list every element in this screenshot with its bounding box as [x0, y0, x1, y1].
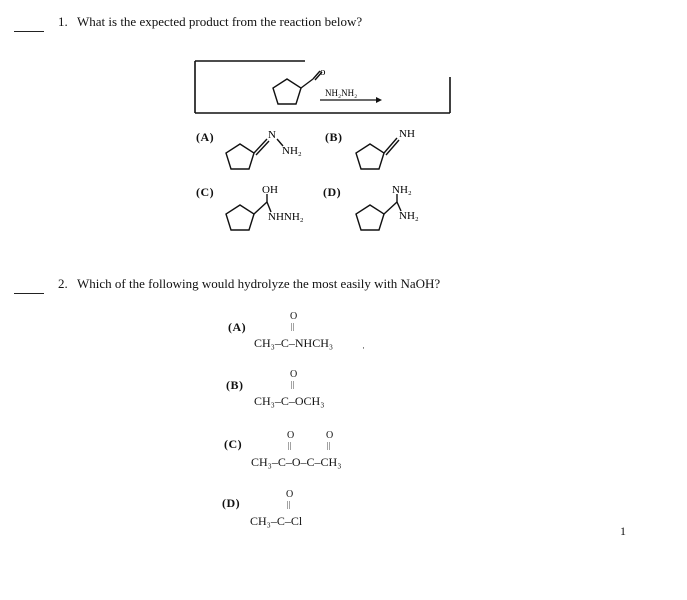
- q2c-formula: CH₃–C–O–C–CH₃: [251, 455, 342, 469]
- question-1-text: What is the expected product from the reaction below?: [77, 14, 363, 29]
- q2-option-b-label[interactable]: (B): [226, 378, 244, 392]
- q1-option-b-label[interactable]: (B): [325, 130, 343, 144]
- question-2-text: Which of the following would hydrolyze the most easily with NaOH?: [77, 276, 441, 291]
- q2-option-a-label[interactable]: (A): [228, 320, 247, 334]
- q2c-carbonyl-o-2: O: [326, 430, 334, 441]
- reactant-structure: [273, 71, 322, 104]
- question-2-number: 2.: [58, 276, 68, 291]
- q2c-double-bond-2: ||: [327, 441, 331, 450]
- q1d-nh2-top-label: NH₂: [392, 184, 412, 196]
- q2-option-c-structure: [251, 431, 401, 477]
- q2b-carbonyl-o: O: [290, 369, 298, 380]
- q1-option-b-structure: [353, 124, 433, 174]
- reaction-scheme: [190, 55, 465, 125]
- q2d-carbonyl-o: O: [286, 489, 294, 500]
- q1d-nh2-bottom-label: NH₂: [399, 210, 419, 222]
- q1-option-c-structure: [225, 180, 325, 235]
- q2a-double-bond: ||: [291, 322, 295, 331]
- q1-option-a-structure: [225, 126, 325, 176]
- q2-option-b-structure: [254, 370, 374, 416]
- q2a-stray-dot: ·: [362, 343, 365, 353]
- q2c-double-bond-1: ||: [288, 441, 292, 450]
- q2a-carbonyl-o: O: [290, 311, 298, 322]
- answer-blank-q2[interactable]: [14, 293, 44, 294]
- question-2: [58, 276, 440, 292]
- question-1: [58, 14, 362, 30]
- q2d-double-bond: ||: [287, 500, 291, 509]
- q1a-n-label: N: [268, 129, 276, 141]
- page-number: 1: [620, 524, 626, 538]
- q1c-nhnh2-label: NHNH₂: [268, 211, 304, 223]
- reagent-label: NH₂NH₂: [325, 88, 358, 98]
- answer-blank-q1[interactable]: [14, 31, 44, 32]
- q2a-formula: CH₃–C–NHCH₃: [254, 336, 334, 350]
- question-1-number: 1.: [58, 14, 68, 29]
- q2b-formula: CH₃–C–OCH₃: [254, 394, 325, 408]
- q1-option-a-label[interactable]: (A): [196, 130, 215, 144]
- q2-option-d-label[interactable]: (D): [222, 496, 241, 510]
- q1-option-c-label[interactable]: (C): [196, 185, 215, 199]
- q2d-formula: CH₃–C–Cl: [250, 514, 303, 528]
- q1-option-d-structure: [353, 178, 443, 233]
- q1a-nh2-label: NH₂: [282, 145, 302, 157]
- carbonyl-o-label: o: [320, 66, 326, 78]
- q2b-double-bond: ||: [291, 380, 295, 389]
- q2-option-c-label[interactable]: (C): [224, 437, 243, 451]
- q2c-carbonyl-o-1: O: [287, 430, 295, 441]
- q2-option-d-structure: [250, 490, 360, 536]
- q1c-oh-label: OH: [262, 184, 278, 196]
- q1b-nh-label: NH: [399, 128, 415, 140]
- q1-option-d-label[interactable]: (D): [323, 185, 342, 199]
